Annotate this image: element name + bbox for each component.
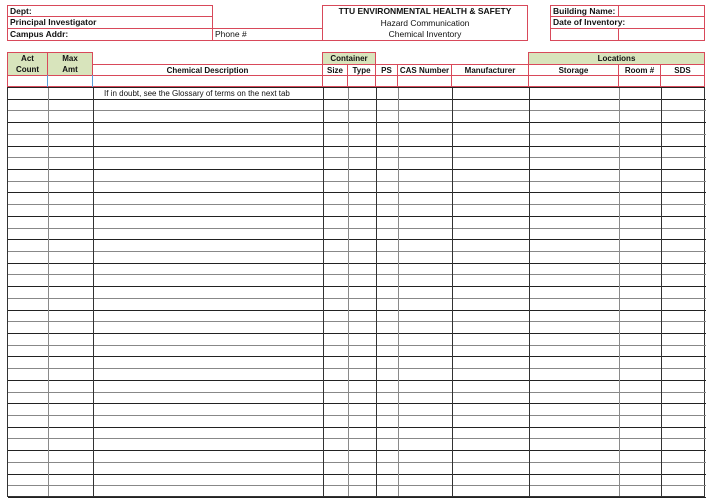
org-title: TTU ENVIRONMENTAL HEALTH & SAFETY	[338, 6, 512, 16]
extra-info-cell-2[interactable]	[618, 28, 705, 41]
table-row[interactable]	[8, 334, 706, 346]
column-divider	[398, 88, 399, 496]
col-type: Type	[347, 64, 376, 76]
table-row[interactable]	[8, 357, 706, 369]
col-ps: PS	[375, 64, 398, 76]
table-row[interactable]	[8, 147, 706, 159]
col-sds: SDS	[660, 64, 705, 76]
spacer-divider	[451, 75, 452, 87]
col-cas-number: CAS Number	[397, 64, 452, 76]
locations-group-header: Locations	[528, 52, 705, 65]
table-row[interactable]	[8, 463, 706, 475]
table-row[interactable]	[8, 205, 706, 217]
blank-spacer-row[interactable]	[7, 75, 705, 87]
table-row[interactable]	[8, 252, 706, 264]
org-title-block	[322, 5, 528, 41]
column-divider	[323, 88, 324, 496]
container-group-header: Container	[322, 52, 376, 65]
table-row[interactable]	[8, 287, 706, 299]
table-row[interactable]	[8, 428, 706, 440]
spacer-divider	[347, 75, 348, 87]
spacer-divider	[618, 75, 619, 87]
column-divider	[661, 88, 662, 496]
spacer-divider	[92, 75, 93, 87]
col-max-amt-line1: Max	[62, 54, 78, 63]
date-label: Date of Inventory:	[553, 17, 626, 27]
column-divider	[93, 88, 94, 496]
table-row[interactable]	[8, 182, 706, 194]
table-row[interactable]	[8, 381, 706, 393]
glossary-note: If in doubt, see the Glossary of terms on the next tab	[104, 89, 290, 98]
column-divider	[529, 88, 530, 496]
table-row[interactable]	[8, 217, 706, 229]
col-max-amt	[47, 52, 93, 76]
table-row[interactable]	[8, 311, 706, 323]
spacer-divider	[528, 75, 529, 87]
table-row[interactable]	[8, 369, 706, 381]
spacer-divider	[375, 75, 376, 87]
table-row[interactable]	[8, 240, 706, 252]
column-divider	[452, 88, 453, 496]
table-row[interactable]	[8, 170, 706, 182]
org-subtitle-1: Hazard Communication	[380, 18, 470, 28]
table-row[interactable]	[8, 299, 706, 311]
table-row[interactable]	[8, 111, 706, 123]
inventory-grid	[7, 87, 705, 497]
org-subtitle-2: Chemical Inventory	[388, 29, 462, 39]
col-size: Size	[322, 64, 348, 76]
col-storage: Storage	[528, 64, 619, 76]
table-row[interactable]	[8, 123, 706, 135]
pi-label: Principal Investigator	[10, 17, 97, 27]
spacer-divider	[660, 75, 661, 87]
building-label: Building Name:	[553, 6, 616, 16]
col-chemical-description: Chemical Description	[92, 64, 323, 76]
table-row[interactable]	[8, 416, 706, 428]
col-room: Room #	[618, 64, 661, 76]
spacer-divider	[322, 75, 323, 87]
table-row[interactable]	[8, 393, 706, 405]
column-divider	[619, 88, 620, 496]
extra-info-cell-1[interactable]	[550, 28, 619, 41]
dept-label: Dept:	[10, 6, 32, 16]
spacer-divider	[47, 75, 48, 87]
spacer-divider	[397, 75, 398, 87]
table-row[interactable]	[8, 135, 706, 147]
table-row[interactable]	[8, 486, 706, 498]
col-act-count-line2: Count	[15, 65, 40, 74]
col-act-count-line1: Act	[21, 54, 34, 63]
phone-field[interactable]	[212, 28, 323, 41]
column-divider	[348, 88, 349, 496]
table-row[interactable]	[8, 193, 706, 205]
table-row[interactable]	[8, 100, 706, 112]
table-row[interactable]	[8, 229, 706, 241]
table-row[interactable]	[8, 404, 706, 416]
col-max-amt-line2: Amt	[62, 65, 78, 74]
col-manufacturer: Manufacturer	[451, 64, 529, 76]
campus-addr-label: Campus Addr:	[10, 29, 69, 39]
table-row[interactable]	[8, 158, 706, 170]
table-row[interactable]	[8, 264, 706, 276]
column-divider	[376, 88, 377, 496]
campus-addr-field[interactable]	[7, 28, 213, 41]
table-row[interactable]	[8, 275, 706, 287]
col-act-count	[7, 52, 48, 76]
table-row[interactable]	[8, 475, 706, 487]
table-row[interactable]	[8, 346, 706, 358]
phone-label: Phone #	[215, 29, 247, 39]
table-row[interactable]	[8, 451, 706, 463]
column-divider	[48, 88, 49, 496]
table-row[interactable]	[8, 439, 706, 451]
table-row[interactable]	[8, 322, 706, 334]
